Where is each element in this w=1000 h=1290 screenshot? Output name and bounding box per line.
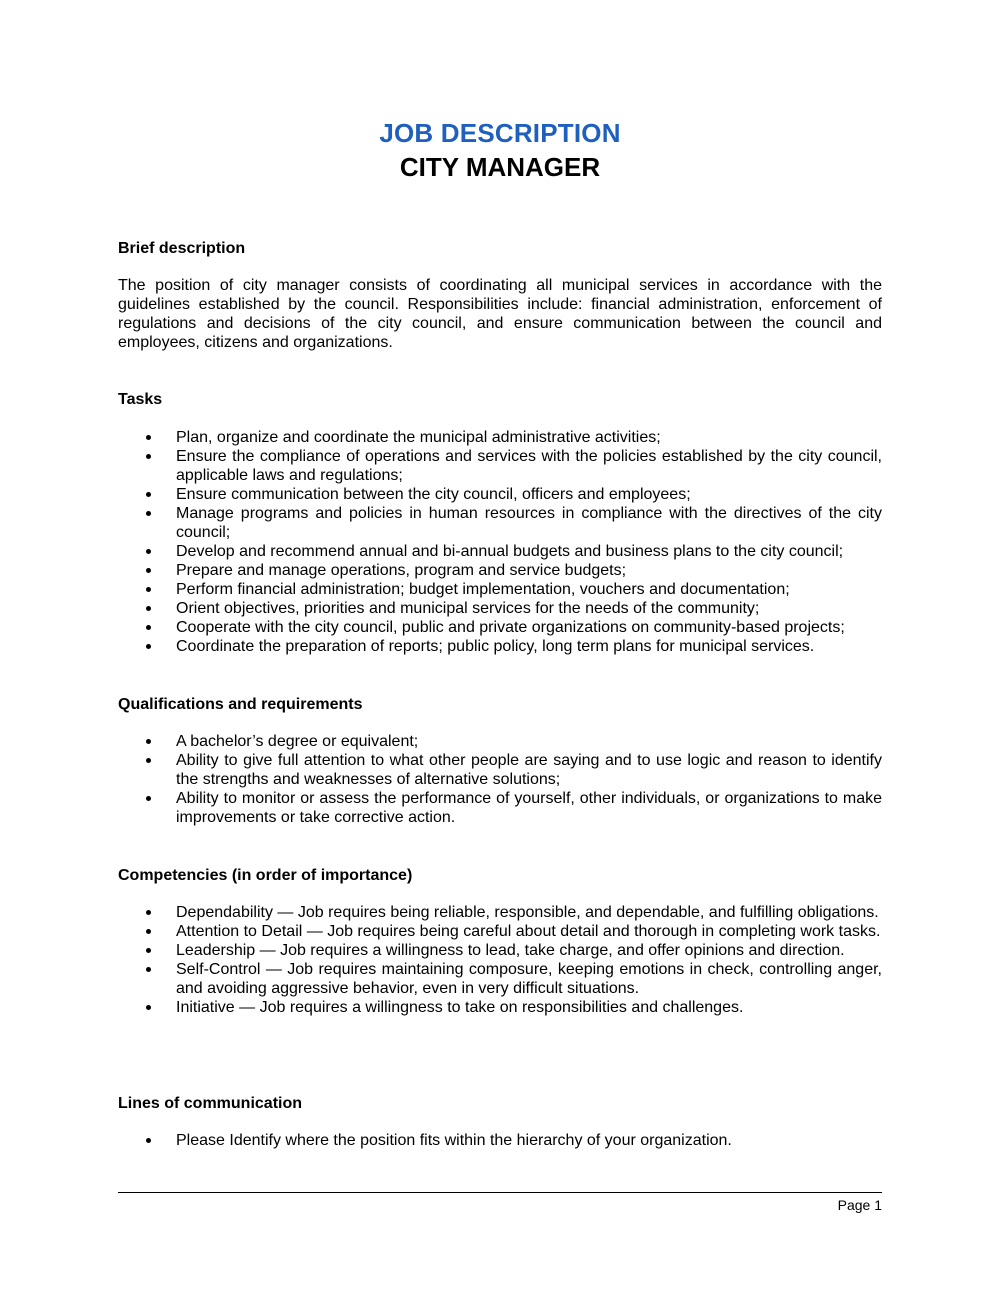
bullet-icon: [146, 758, 151, 763]
bullet-icon: [146, 454, 151, 459]
bullet-icon: [146, 549, 151, 554]
list-item: Orient objectives, priorities and municipal services for the needs of the community;: [176, 599, 882, 618]
list-item: Dependability — Job requires being reliable, responsible, and dependable, and fulfilling obligations.: [176, 903, 882, 922]
bullet-icon: [146, 644, 151, 649]
bullet-icon: [146, 739, 151, 744]
list-item: Ability to give full attention to what other people are saying and to use logic and reason to identify the strengths and weaknesses of alternative solutions;: [176, 751, 882, 789]
bullet-icon: [146, 1005, 151, 1010]
heading-brief-description: Brief description: [118, 240, 246, 257]
document-title: JOB DESCRIPTION: [379, 118, 621, 148]
qualifications-list: [0, 732, 1000, 827]
bullet-icon: [146, 967, 151, 972]
footer-divider: [118, 1192, 882, 1193]
list-item: Ensure communication between the city council, officers and employees;: [176, 485, 882, 504]
bullet-icon: [146, 568, 151, 573]
list-item: Manage programs and policies in human resources in compliance with the directives of the city council;: [176, 504, 882, 542]
bullet-icon: [146, 910, 151, 915]
list-item: Ability to monitor or assess the performance of yourself, other individuals, or organizations to make improvements or take corrective action.: [176, 789, 882, 827]
list-item: Initiative — Job requires a willingness to take on responsibilities and challenges.: [176, 998, 882, 1017]
list-item: Cooperate with the city council, public and private organizations on community-based projects;: [176, 618, 882, 637]
brief-description-text: The position of city manager consists of coordinating all municipal services in accordance with the guidelines established by the council. Responsibilities include: financial administration, enforcement of regulations and decisions of the city council, and ensure communication between the council and employees, citizens and organizations.: [118, 277, 882, 351]
bullet-icon: [146, 1138, 151, 1143]
list-item: Plan, organize and coordinate the municipal administrative activities;: [176, 428, 882, 447]
bullet-icon: [146, 625, 151, 630]
bullet-icon: [146, 796, 151, 801]
list-item: Prepare and manage operations, program and service budgets;: [176, 561, 882, 580]
document-title-block: [0, 117, 1000, 183]
heading-qualifications: Qualifications and requirements: [118, 696, 363, 713]
list-item: Leadership — Job requires a willingness to lead, take charge, and offer opinions and direction.: [176, 941, 882, 960]
list-item: A bachelor’s degree or equivalent;: [176, 732, 882, 751]
bullet-icon: [146, 948, 151, 953]
list-item: Please Identify where the position fits within the hierarchy of your organization.: [176, 1131, 882, 1150]
bullet-icon: [146, 492, 151, 497]
heading-competencies: Competencies (in order of importance): [118, 867, 413, 884]
bullet-icon: [146, 929, 151, 934]
bullet-icon: [146, 606, 151, 611]
tasks-list: [0, 428, 1000, 656]
competencies-list: [0, 903, 1000, 1017]
communication-list: [0, 1131, 1000, 1150]
list-item: Attention to Detail — Job requires being careful about detail and thorough in completing work tasks.: [176, 922, 882, 941]
page-number: Page 1: [837, 1197, 882, 1213]
list-item: Ensure the compliance of operations and services with the policies established by the city council, applicable laws and regulations;: [176, 447, 882, 485]
bullet-icon: [146, 435, 151, 440]
heading-lines-of-communication: Lines of communication: [118, 1095, 303, 1112]
list-item: Develop and recommend annual and bi-annual budgets and business plans to the city council;: [176, 542, 882, 561]
list-item: Coordinate the preparation of reports; public policy, long term plans for municipal services.: [176, 637, 882, 656]
bullet-icon: [146, 511, 151, 516]
document-subtitle: CITY MANAGER: [399, 152, 601, 182]
heading-tasks: Tasks: [118, 391, 163, 408]
bullet-icon: [146, 587, 151, 592]
list-item: Perform financial administration; budget implementation, vouchers and documentation;: [176, 580, 882, 599]
list-item: Self-Control — Job requires maintaining composure, keeping emotions in check, controlling anger, and avoiding aggressive behavior, even in very difficult situations.: [176, 960, 882, 998]
